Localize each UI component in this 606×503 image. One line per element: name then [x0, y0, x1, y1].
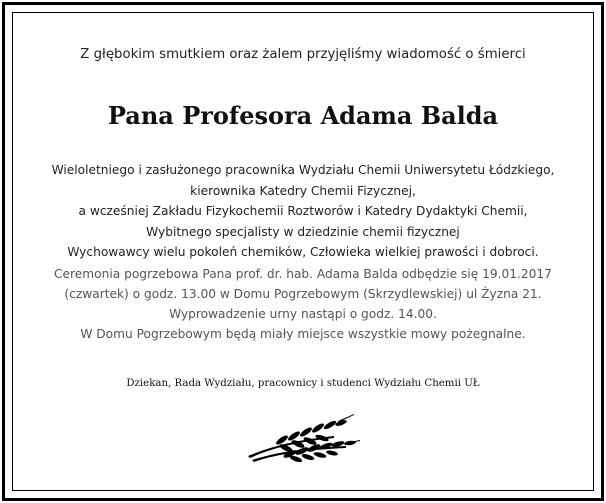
- ceremony-line: Wyprowadzenie urny nastąpi o godz. 14.00.: [169, 307, 437, 321]
- ceremony-line: Ceremonia pogrzebowa Pana prof. dr. hab. Adama Balda odbędzie się 19.01.2017: [54, 267, 552, 281]
- description-line: Wybitnego specjalisty w dziedzinie chemii fizycznej: [146, 224, 460, 239]
- description-line: Wieloletniego i zasłużonego pracownika Wydziału Chemii Uniwersytetu Łódzkiego,: [51, 163, 555, 177]
- signature: Dziekan, Rada Wydziału, pracownicy i studenci Wydziału Chemii UŁ: [126, 378, 480, 389]
- description-line: kierownika Katedry Chemii Fizycznej,: [190, 183, 416, 198]
- ceremony-line: (czwartek) o godz. 13.00 w Domu Pogrzebowym (Skrzydlewskiej) ul Żyzna 21.: [64, 287, 542, 301]
- description-line: a wcześniej Zakładu Fizykochemii Roztworów i Katedry Dydaktyki Chemii,: [78, 204, 528, 218]
- ceremony-info: [0, 264, 606, 344]
- description-line: Wychowawcy wielu pokoleń chemików, Człowieka wielkiej prawości i dobroci.: [67, 245, 539, 259]
- wheat-sheaf-icon: [242, 412, 362, 466]
- description-block: [0, 160, 606, 263]
- intro-text: Z głębokim smutkiem oraz żalem przyjęliśmy wiadomość o śmierci: [80, 47, 526, 62]
- deceased-name: Pana Profesora Adama Balda: [107, 101, 499, 130]
- ceremony-line: W Domu Pogrzebowym będą miały miejsce wszystkie mowy pożegnalne.: [80, 327, 526, 341]
